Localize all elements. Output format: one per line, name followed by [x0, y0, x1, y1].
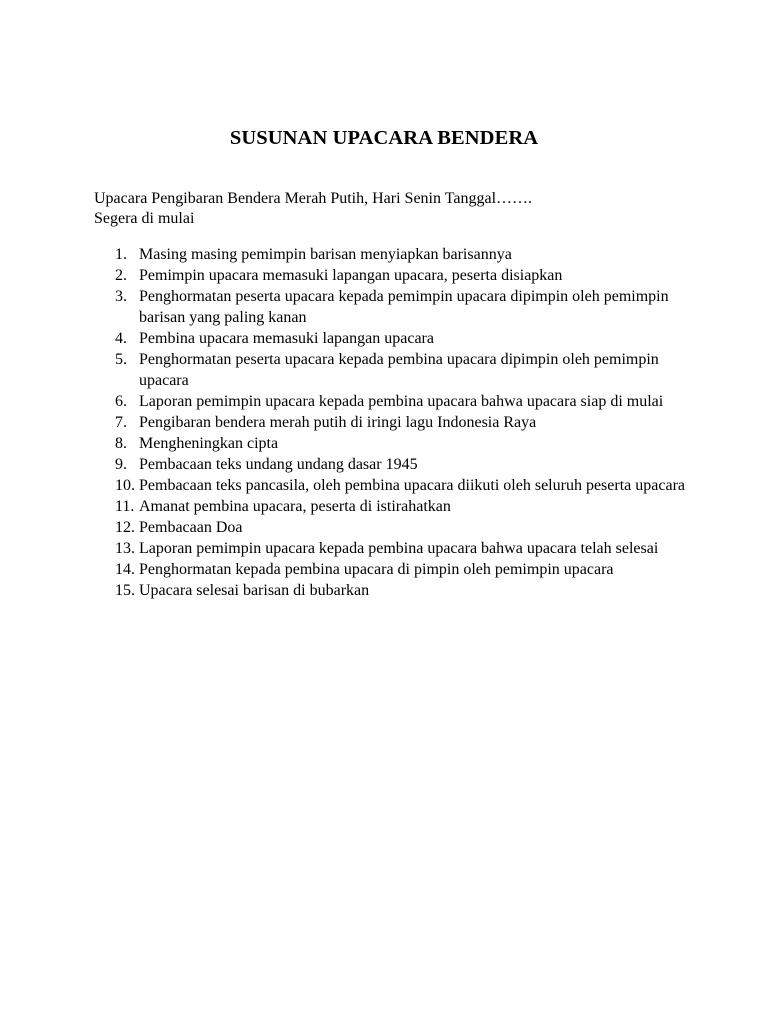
step-text: Pemimpin upacara memasuki lapangan upacara, peserta disiapkan — [139, 267, 563, 284]
list-item — [0, 475, 699, 496]
step-text: Laporan pemimpin upacara kepada pembina upacara bahwa upacara telah selesai — [139, 540, 659, 557]
step-number: 15. — [115, 582, 135, 599]
step-number: 11. — [115, 498, 135, 515]
step-text: Penghormatan peserta upacara kepada pembina upacara dipimpin oleh pemimpin upacara — [139, 351, 659, 389]
list-item — [0, 433, 699, 454]
step-text: Pengibaran bendera merah putih di iringi lagu Indonesia Raya — [139, 414, 537, 431]
step-number: 7. — [115, 414, 127, 431]
ceremony-steps-list — [0, 244, 768, 601]
step-number: 1. — [115, 246, 127, 263]
step-text: Laporan pemimpin upacara kepada pembina upacara bahwa upacara siap di mulai — [139, 393, 664, 410]
step-text: Pembacaan teks undang undang dasar 1945 — [139, 456, 418, 473]
step-text: Pembina upacara memasuki lapangan upacara — [139, 330, 434, 347]
step-number: 9. — [115, 456, 127, 473]
step-number: 12. — [115, 519, 135, 536]
step-number: 3. — [115, 288, 127, 305]
step-number: 6. — [115, 393, 127, 410]
step-text: Amanat pembina upacara, peserta di istirahatkan — [139, 498, 451, 515]
document-title: SUSUNAN UPACARA BENDERA — [229, 127, 539, 149]
list-item — [0, 391, 699, 412]
intro-paragraph — [94, 189, 714, 229]
list-item — [0, 265, 699, 286]
list-item — [0, 454, 699, 475]
list-item — [0, 559, 699, 580]
intro-line: Segera di mulai — [94, 210, 195, 227]
intro-line: Upacara Pengibaran Bendera Merah Putih, Hari Senin Tanggal……. — [94, 190, 533, 207]
step-text: Mengheningkan cipta — [139, 435, 279, 452]
list-item — [0, 349, 699, 391]
list-item — [0, 517, 699, 538]
list-item — [0, 538, 699, 559]
step-number: 5. — [115, 351, 127, 368]
step-number: 14. — [115, 561, 135, 578]
step-text: Masing masing pemimpin barisan menyiapkan barisannya — [139, 246, 512, 263]
step-number: 8. — [115, 435, 127, 452]
step-text: Upacara selesai barisan di bubarkan — [139, 582, 370, 599]
step-text: Penghormatan kepada pembina upacara di pimpin oleh pemimpin upacara — [139, 561, 614, 578]
step-number: 4. — [115, 330, 127, 347]
list-item — [0, 244, 699, 265]
step-text: Pembacaan Doa — [139, 519, 243, 536]
list-item — [0, 412, 699, 433]
step-number: 10. — [115, 477, 135, 494]
step-text: Pembacaan teks pancasila, oleh pembina upacara diikuti oleh seluruh peserta upacara — [139, 477, 685, 494]
step-number: 2. — [115, 267, 127, 284]
step-text: Penghormatan peserta upacara kepada pemimpin upacara dipimpin oleh pemimpin barisan yang paling kanan — [139, 288, 669, 326]
list-item — [0, 328, 699, 349]
step-number: 13. — [115, 540, 135, 557]
list-item — [0, 286, 699, 328]
list-item — [0, 496, 699, 517]
list-item — [0, 580, 699, 601]
